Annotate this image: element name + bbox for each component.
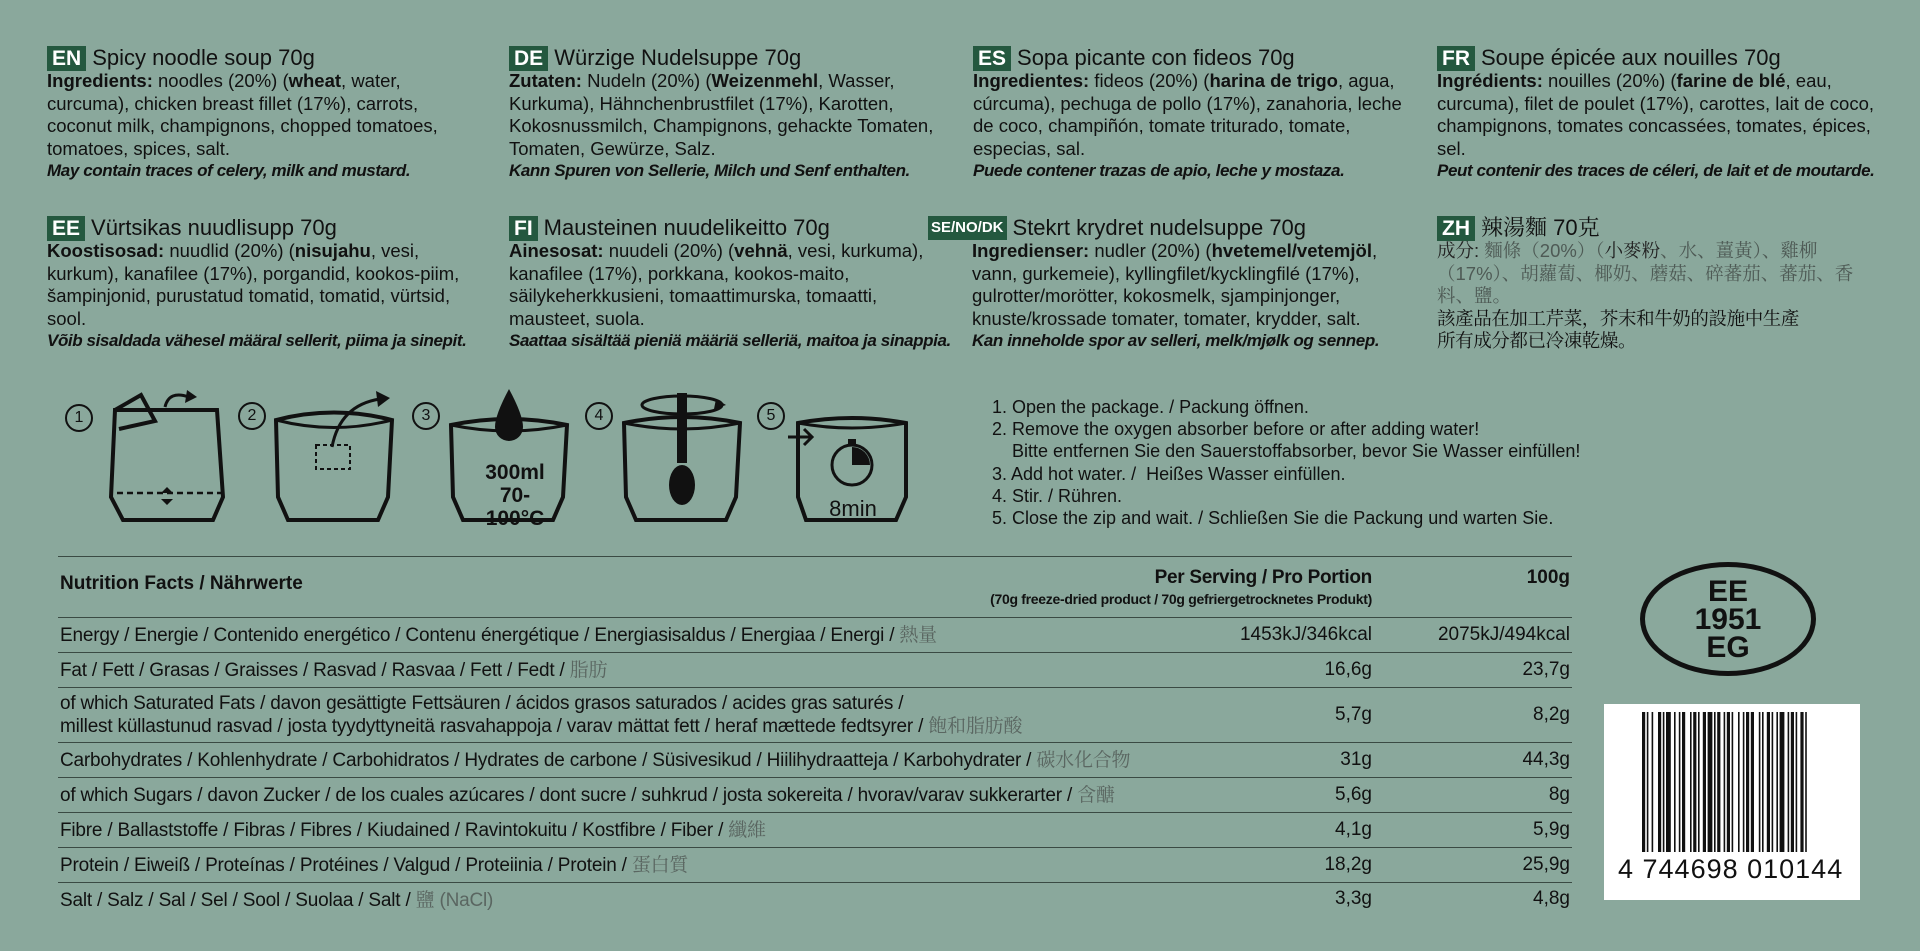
per-100g-value: 8g	[1548, 784, 1570, 805]
barcode-bar	[1724, 712, 1726, 852]
nutrient-name	[60, 692, 1022, 738]
barcode-bar	[1751, 712, 1754, 852]
step-number-5: 5	[757, 402, 785, 430]
instruction-line: Bitte entfernen Sie den Sauerstoffabsorber, bevor Sie Wasser einfüllen!	[992, 441, 1581, 462]
nutrient-label-suffix: (NaCl)	[434, 890, 494, 911]
freeze-dried-note: 所有成分都已冷凍乾燥。	[1437, 330, 1637, 351]
product-title: Vürtsikas nuudlisupp 70g	[91, 215, 337, 240]
allergen-warning: Kan inneholde spor av selleri, melk/mjølk og sennep.	[972, 331, 1380, 350]
barcode-bar	[1776, 712, 1778, 852]
barcode-bar	[1746, 712, 1749, 852]
barcode-bar	[1762, 712, 1764, 852]
allergen-warning: May contain traces of celery, milk and mustard.	[47, 161, 411, 180]
lang-block-zh	[1437, 214, 1877, 353]
ingredients	[1437, 70, 1877, 160]
lang-block-se-no-dk	[928, 214, 1398, 353]
lang-code-badge: ZH	[1437, 216, 1475, 241]
ingredients-label: 成分:	[1437, 240, 1480, 261]
barcode-bar	[1727, 712, 1730, 852]
ingredients-label: Ainesosat:	[509, 240, 604, 261]
barcode-bar	[1663, 712, 1665, 852]
allergen: harina de trigo	[1209, 70, 1338, 91]
per-serving-value: 18,2g	[1324, 854, 1372, 875]
ingredients-text-rest: 、水、薑黃）、雞柳（17%）、胡蘿蔔、椰奶、蘑菇、碎蕃茄、蕃茄、香料、鹽。	[1437, 240, 1854, 306]
barcode	[1604, 704, 1860, 900]
barcode-bar	[1647, 712, 1649, 852]
barcode-bars	[1642, 712, 1842, 872]
barcode-bar	[1658, 712, 1661, 852]
allergen-warning: Kann Spuren von Sellerie, Milch und Senf enthalten.	[509, 161, 910, 180]
ingredients	[972, 240, 1398, 330]
barcode-bar	[1767, 712, 1770, 852]
nutrient-label-zh: 脂肪	[569, 660, 608, 681]
nutrition-row	[58, 777, 1572, 812]
product-title: Stekrt krydret nudelsuppe 70g	[1012, 215, 1307, 240]
ingredients-text: fideos (20%) (	[1089, 70, 1210, 91]
instruction-line: 2. Remove the oxygen absorber before or after adding water!	[992, 419, 1480, 440]
barcode-bar	[1679, 712, 1681, 852]
instruction-line: 1. Open the package. / Packung öffnen.	[992, 397, 1309, 417]
ingredients	[47, 70, 487, 160]
barcode-bar	[1703, 712, 1706, 852]
per-serving-value: 4,1g	[1335, 819, 1372, 840]
allergen: farine de blé	[1676, 70, 1786, 91]
preparation-steps	[60, 385, 920, 535]
nutrient-label: Fat / Fett / Grasas / Graisses / Rasvad / Rasvaa / Fett / Fedt /	[60, 660, 570, 681]
step-number-3: 3	[412, 402, 440, 430]
step-number-1: 1	[65, 404, 93, 432]
open-package-icon	[105, 385, 235, 525]
nutrient-label-zh: 蛋白質	[631, 855, 689, 876]
barcode-bar	[1791, 712, 1794, 852]
ingredients-text: nudler (20%) (	[1089, 240, 1212, 261]
wait-time: 8min	[829, 496, 877, 521]
nutrition-row	[58, 687, 1572, 742]
lang-code-badge: DE	[509, 46, 548, 71]
lang-block-ee	[47, 214, 487, 353]
ingredients-text-rest: , eau, curcuma), filet de poulet (17%), carottes, lait de coco, champignons, tomates concassées, tomates, épices, sel.	[1437, 70, 1875, 159]
per-serving-value: 5,6g	[1335, 784, 1372, 805]
ingredients-text-rest: , vann, gurkemeie), kyllingfilet/kycklingfilé (17%), gulrotter/morötter, kokosmelk, sjampinjonger, knuste/krossade tomater, tomater, krydder, salt.	[972, 240, 1378, 329]
lang-title-row	[1437, 214, 1877, 242]
nutrient-label-zh2: 飽和脂肪酸	[928, 716, 1023, 737]
ingredients-text-rest: , Wasser, Kurkuma), Hähnchenbrustfilet (17%), Karotten, Kokosnussmilch, Champignons, gehackte Tomaten, Tomaten, Gewürze, Salz.	[509, 70, 934, 159]
product-title: Soupe épicée aux nouilles 70g	[1481, 45, 1781, 70]
per-100g-value: 25,9g	[1522, 854, 1570, 875]
ingredients	[1437, 240, 1877, 308]
barcode-bar	[1743, 712, 1745, 852]
per-serving-value: 1453kJ/346kcal	[1239, 624, 1372, 645]
lang-code-badge: FR	[1437, 46, 1475, 71]
water-amount: 300ml	[485, 461, 545, 484]
allergen: nisujahu	[294, 240, 371, 261]
nutrition-row	[58, 652, 1572, 687]
allergen-warning: 該產品在加工芹菜，芥末和牛奶的設施中生產	[1437, 307, 1800, 329]
nutrient-name	[60, 889, 493, 912]
product-title: Spicy noodle soup 70g	[92, 45, 315, 70]
allergen: wheat	[288, 70, 342, 91]
per-100g-value: 4,8g	[1533, 888, 1570, 909]
nutrient-label-zh: 纖維	[728, 820, 766, 841]
nutrition-row	[58, 847, 1572, 882]
lang-code-badge: FI	[509, 216, 538, 241]
nutrient-name	[60, 624, 937, 647]
per-serving-value: 16,6g	[1324, 659, 1372, 680]
product-title: Mausteinen nuudelikeitto 70g	[543, 215, 830, 240]
lang-code-badge: EN	[47, 46, 86, 71]
ingredients	[509, 240, 949, 330]
barcode-bar	[1714, 712, 1716, 852]
per-100g-value: 8,2g	[1533, 704, 1570, 725]
ingredients-text-rest: , agua, cúrcuma), pechuga de pollo (17%), zanahoria, leche de coco, champiñón, tomate triturado, tomate, especias, sal.	[973, 70, 1402, 159]
instruction-line: 4. Stir. / Rühren.	[992, 485, 1123, 506]
ingredients-text-rest: , vesi, kurkuma), kanafilee (17%), porkkana, kookos-maito, säilykeherkkusieni, tomaattimurska, tomaatti, mausteet, suola.	[509, 240, 924, 329]
per-100g-value: 2075kJ/494kcal	[1437, 624, 1570, 645]
barcode-bar	[1805, 712, 1807, 852]
nutrient-name	[60, 784, 1115, 807]
per-serving-value: 5,7g	[1335, 704, 1372, 725]
ingredients-text: 麵條（20%）（	[1479, 240, 1605, 261]
lang-code-badge: ES	[973, 46, 1011, 71]
ingredients	[47, 240, 487, 330]
barcode-bar	[1674, 712, 1676, 852]
barcode-bar	[1732, 712, 1734, 852]
barcode-bar	[1759, 712, 1761, 852]
lang-block-fi	[509, 214, 949, 353]
nutrient-name	[60, 854, 688, 877]
water-info	[472, 461, 558, 530]
allergen: Weizenmehl	[711, 70, 819, 91]
nutrient-label-zh: 鹽	[415, 890, 435, 911]
nutrient-label: Salt / Salz / Sal / Sel / Sool / Suolaa / Salt /	[60, 890, 416, 911]
lang-title-row	[509, 214, 949, 242]
lang-title-row	[1437, 44, 1877, 72]
nutrient-name	[60, 749, 1130, 772]
barcode-bar	[1772, 712, 1774, 852]
barcode-bar	[1796, 712, 1798, 852]
nutrient-label: of which Saturated Fats / davon gesättigte Fettsäuren / ácidos grasos saturados / acides gras saturés /	[60, 693, 904, 714]
per-100g-value: 23,7g	[1522, 659, 1570, 680]
ingredients-label: Ingredientes:	[973, 70, 1090, 91]
remove-absorber-icon	[270, 385, 410, 525]
barcode-bar	[1788, 712, 1790, 852]
lang-title-row	[47, 44, 487, 72]
ingredients-text-rest: , vesi, kurkum), kanafilee (17%), porgandid, kookos-piim, šampinjonid, purustatud tomatid, tomatid, vürtsid, sool.	[47, 240, 460, 329]
ingredients-label: Ingredients:	[47, 70, 153, 91]
ingredients-label: Ingrédients:	[1437, 70, 1543, 91]
nutrient-label: Carbohydrates / Kohlenhydrate / Carbohidratos / Hydrates de carbone / Süsivesikud / Hiilihydraatteja / Karbohydrater /	[60, 750, 1037, 771]
nutrition-header	[58, 556, 1572, 617]
nutrition-row	[58, 742, 1572, 777]
ingredients	[509, 70, 949, 160]
water-temperature: 70-100°C	[485, 484, 545, 530]
lang-block-fr	[1437, 44, 1877, 183]
lang-block-de	[509, 44, 949, 183]
ingredients-label: Zutaten:	[509, 70, 582, 91]
health-mark-line1: EE	[1707, 575, 1749, 608]
ingredients-text-rest: , water, curcuma), chicken breast fillet (17%), carrots, coconut milk, champignons, chopped tomatoes, tomatoes, spices, salt.	[47, 70, 438, 159]
per-serving-value: 31g	[1340, 749, 1372, 770]
nutrient-label: Energy / Energie / Contenido energético / Contenu énergétique / Energiasisaldus / Energiaa / Energi /	[60, 625, 900, 646]
nutrition-row	[58, 812, 1572, 847]
allergen-warning: Peut contenir des traces de céleri, de lait et de moutarde.	[1437, 161, 1875, 180]
nutrition-row	[58, 882, 1572, 915]
ingredients-label: Ingredienser:	[972, 240, 1090, 261]
product-title: Sopa picante con fideos 70g	[1017, 45, 1295, 70]
allergen-warning: Saattaa sisältää pieniä määriä selleriä, maitoa ja sinappia.	[509, 331, 951, 350]
nutrient-label-zh: 熱量	[899, 625, 937, 646]
health-mark-line2: 1951	[1694, 603, 1762, 636]
instruction-line: 5. Close the zip and wait. / Schließen Sie die Packung und warten Sie.	[992, 508, 1554, 529]
nutrient-label: Fibre / Ballaststoffe / Fibras / Fibres / Kiudained / Ravintokuitu / Kostfibre / Fiber /	[60, 820, 729, 841]
product-title: Würzige Nudelsuppe 70g	[554, 45, 802, 70]
barcode-bar	[1652, 712, 1654, 852]
stir-icon	[618, 385, 758, 525]
barcode-number: 4 744698 010144	[1618, 854, 1844, 884]
ingredients	[973, 70, 1413, 160]
step-number-2: 2	[238, 402, 266, 430]
nutrition-title: Nutrition Facts / Nährwerte	[60, 573, 303, 594]
allergen: hvetemel/vetemjöl	[1211, 240, 1372, 261]
per-100g-header: 100g	[1526, 567, 1570, 588]
barcode-bar	[1690, 712, 1692, 852]
barcode-bar	[1698, 712, 1700, 852]
nutrient-name	[60, 819, 766, 842]
nutrition-table	[58, 556, 1572, 915]
step-number-4: 4	[585, 402, 613, 430]
health-mark-line3: EG	[1706, 631, 1750, 664]
barcode-bar	[1682, 712, 1685, 852]
nutrient-name	[60, 659, 607, 682]
nutrient-label: Protein / Eiweiß / Proteínas / Protéines / Valgud / Proteiinia / Protein /	[60, 855, 632, 876]
lang-title-row	[928, 214, 1398, 242]
barcode-bar	[1800, 712, 1803, 852]
ingredients-text: noodles (20%) (	[152, 70, 289, 91]
lang-code-badge: EE	[47, 216, 85, 241]
instruction-line: 3. Add hot water. / Heißes Wasser einfüllen.	[992, 463, 1346, 484]
lang-block-en	[47, 44, 487, 183]
nutrition-row	[58, 617, 1572, 652]
health-mark-oval	[1640, 562, 1816, 676]
ingredients-text: nouilles (20%) (	[1542, 70, 1677, 91]
lang-block-es	[973, 44, 1413, 183]
instructions	[992, 396, 1580, 529]
ingredients-text: nuudlid (20%) (	[164, 240, 295, 261]
per-100g-value: 5,9g	[1533, 819, 1570, 840]
allergen-warning: Puede contener trazas de apio, leche y mostaza.	[973, 161, 1345, 180]
barcode-bar	[1693, 712, 1696, 852]
allergen: vehnä	[734, 240, 788, 261]
lang-title-row	[973, 44, 1413, 72]
lang-title-row	[47, 214, 487, 242]
lang-title-row	[509, 44, 949, 72]
nutrient-label-zh: 含醣	[1077, 785, 1115, 806]
allergen: 小麥粉	[1604, 240, 1661, 261]
barcode-bar	[1666, 712, 1671, 852]
nutrient-label-line2: millest küllastunud rasvad / josta tyydyttyneitä rasvahappoja / varav mättat fett / heraf mættede fedtsyrer /	[60, 716, 929, 737]
lang-code-badge: SE/NO/DK	[928, 216, 1007, 240]
per-100g-value: 44,3g	[1522, 749, 1570, 770]
product-title: 辣湯麵 70克	[1481, 215, 1600, 240]
barcode-bar	[1717, 712, 1720, 852]
barcode-bar	[1708, 712, 1713, 852]
ingredients-label: Koostisosad:	[47, 240, 165, 261]
nutrient-label: of which Sugars / davon Zucker / de los cuales azúcares / dont sucre / suhkrud / josta sokereita / hvorav/varav sukkerarter /	[60, 785, 1078, 806]
barcode-bar	[1738, 712, 1740, 852]
barcode-bar	[1642, 712, 1645, 852]
per-serving-subheader: (70g freeze-dried product / 70g gefriergetrocknetes Produkt)	[990, 591, 1372, 607]
nutrient-label-zh: 碳水化合物	[1036, 750, 1131, 771]
ingredients-text: nuudeli (20%) (	[603, 240, 735, 261]
ingredients-text: Nudeln (20%) (	[581, 70, 712, 91]
allergen-warning: Võib sisaldada vähesel määral sellerit, piima ja sinepit.	[47, 331, 467, 350]
barcode-bar	[1780, 712, 1785, 852]
per-serving-value: 3,3g	[1335, 888, 1372, 909]
per-serving-header: Per Serving / Pro Portion	[1154, 567, 1372, 588]
